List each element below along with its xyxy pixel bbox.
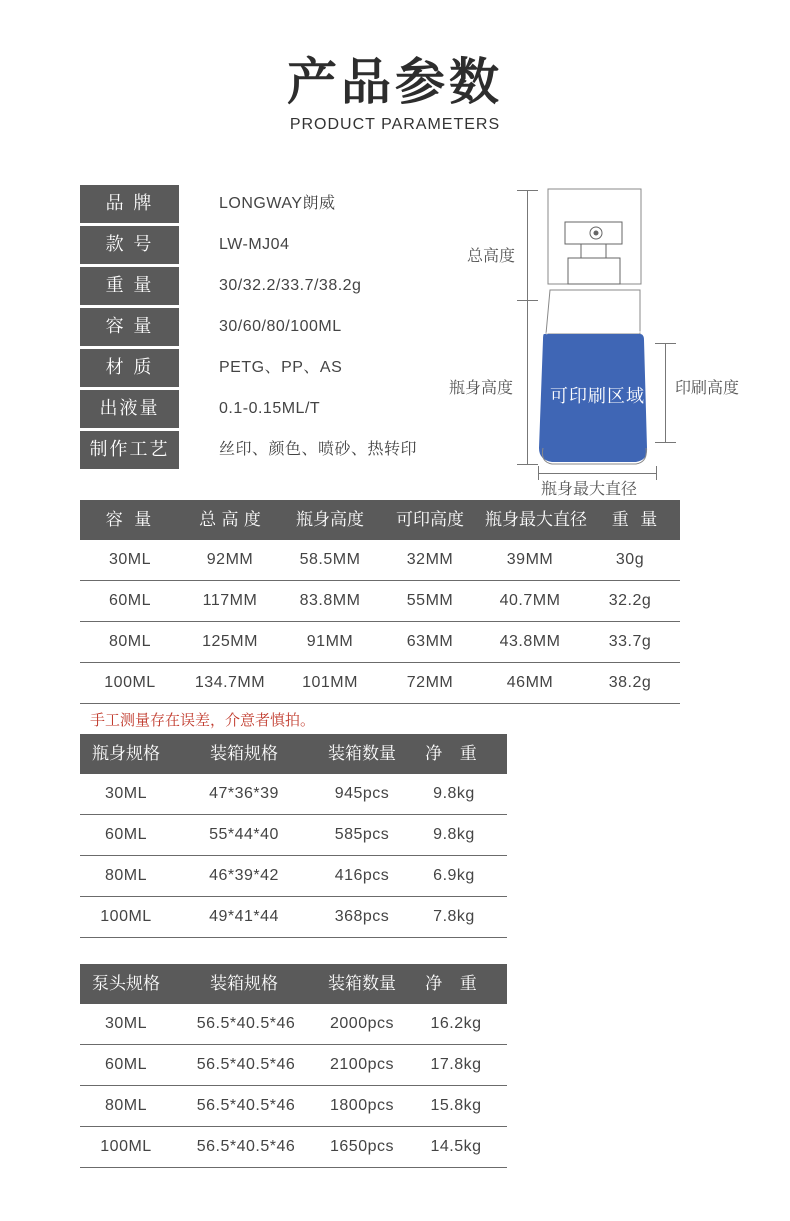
spec-label-capacity: 容 量 [80, 308, 179, 346]
cell-total-height: 117MM [202, 592, 258, 609]
cell-spec: 80ML [104, 1097, 148, 1114]
cell-qty: 368pcs [334, 908, 390, 925]
print-height-label: 印刷高度 [675, 378, 740, 397]
spec-label-process: 制作工艺 [80, 431, 179, 469]
header-carton-qty: 装箱数量 [328, 974, 396, 994]
cell-net-weight: 14.5kg [430, 1138, 482, 1155]
table-row [80, 622, 680, 663]
cell-spec: 60ML [104, 1056, 148, 1073]
spec-value-capacity: 30/60/80/100ML [219, 318, 342, 335]
table-row [80, 1086, 507, 1127]
cell-weight: 32.2g [608, 592, 652, 609]
collar [568, 258, 620, 284]
cell-spec: 30ML [104, 785, 148, 802]
pump-stem [581, 244, 606, 258]
header-capacity: 容 量 [105, 510, 155, 530]
header-max-diameter: 瓶身最大直径 [485, 510, 587, 530]
spec-label-material: 材 质 [80, 349, 179, 387]
cell-weight: 30g [615, 551, 645, 568]
cell-capacity: 30ML [108, 551, 152, 568]
dimensions-table-header [80, 500, 680, 540]
bottle-table-header [80, 734, 507, 774]
cell-capacity: 100ML [104, 674, 156, 691]
cell-carton: 56.5*40.5*46 [196, 1056, 296, 1073]
cell-body-height: 83.8MM [299, 592, 361, 609]
cell-weight: 33.7g [608, 633, 652, 650]
header-weight: 重 量 [611, 510, 661, 530]
spec-value-output: 0.1-0.15ML/T [219, 400, 321, 417]
cell-carton: 49*41*44 [209, 908, 279, 925]
spec-value-material: PETG、PP、AS [219, 359, 343, 376]
measurement-note: 手工测量存在误差，介意者慎拍。 [90, 711, 316, 729]
header-carton-spec: 装箱规格 [210, 974, 278, 994]
cell-carton: 47*36*39 [209, 785, 279, 802]
header-carton-qty: 装箱数量 [328, 744, 396, 764]
print-area-label: 可印刷区域 [550, 386, 645, 407]
cell-net-weight: 17.8kg [430, 1056, 482, 1073]
cell-total-height: 134.7MM [194, 674, 266, 691]
cell-qty: 1650pcs [330, 1138, 394, 1155]
cell-carton: 55*44*40 [209, 826, 279, 843]
spec-value-process: 丝印、颜色、喷砂、热转印 [219, 441, 418, 458]
cell-body-height: 101MM [302, 674, 358, 691]
cell-spec: 80ML [104, 867, 148, 884]
cell-carton: 56.5*40.5*46 [196, 1097, 296, 1114]
cell-net-weight: 15.8kg [430, 1097, 482, 1114]
table-row [80, 856, 507, 897]
cell-spec: 100ML [100, 1138, 152, 1155]
total-height-label: 总高度 [467, 246, 516, 265]
cell-max-diameter: 43.8MM [499, 633, 561, 650]
header-pump-spec: 泵头规格 [92, 974, 160, 994]
cell-max-diameter: 46MM [506, 674, 554, 691]
cell-net-weight: 9.8kg [433, 785, 475, 802]
cell-carton: 46*39*42 [209, 867, 279, 884]
body-height-label: 瓶身高度 [449, 378, 514, 397]
cell-spec: 30ML [104, 1015, 148, 1032]
cell-weight: 38.2g [608, 674, 652, 691]
cell-qty: 2100pcs [330, 1056, 394, 1073]
cell-total-height: 125MM [202, 633, 258, 650]
spec-value-brand: LONGWAY朗威 [219, 195, 336, 212]
spec-label-output: 出液量 [80, 390, 179, 428]
header-bottle-spec: 瓶身规格 [92, 744, 160, 764]
table-row [80, 774, 507, 815]
table-row [80, 581, 680, 622]
table-row [80, 663, 680, 704]
cell-carton: 56.5*40.5*46 [196, 1138, 296, 1155]
cell-print-height: 55MM [406, 592, 454, 609]
page-subtitle: PRODUCT PARAMETERS [289, 116, 501, 133]
nozzle-dot [594, 231, 599, 236]
cell-max-diameter: 39MM [506, 551, 554, 568]
bottle-illustration [510, 180, 680, 470]
spec-label-weight: 重 量 [80, 267, 179, 305]
header-carton-spec: 装箱规格 [210, 744, 278, 764]
cell-qty: 585pcs [334, 826, 390, 843]
header-total-height: 总 高 度 [199, 510, 261, 530]
cell-net-weight: 16.2kg [430, 1015, 482, 1032]
table-row [80, 815, 507, 856]
spec-label-model: 款 号 [80, 226, 179, 264]
header-body-height: 瓶身高度 [296, 510, 364, 530]
page-title: 产品参数 [287, 53, 503, 111]
cell-qty: 945pcs [334, 785, 390, 802]
spec-label-brand: 品 牌 [80, 185, 179, 223]
cell-carton: 56.5*40.5*46 [196, 1015, 296, 1032]
table-row [80, 540, 680, 581]
cell-qty: 2000pcs [330, 1015, 394, 1032]
cell-qty: 416pcs [334, 867, 390, 884]
cell-spec: 60ML [104, 826, 148, 843]
cell-spec: 100ML [100, 908, 152, 925]
cell-net-weight: 6.9kg [433, 867, 475, 884]
cell-qty: 1800pcs [330, 1097, 394, 1114]
cell-capacity: 80ML [108, 633, 152, 650]
spec-value-weight: 30/32.2/33.7/38.2g [219, 277, 362, 294]
cell-capacity: 60ML [108, 592, 152, 609]
cell-print-height: 72MM [406, 674, 454, 691]
table-row [80, 1004, 507, 1045]
header-net-weight: 净 重 [425, 744, 483, 764]
cell-max-diameter: 40.7MM [499, 592, 561, 609]
max-diameter-label: 瓶身最大直径 [541, 479, 638, 498]
cell-net-weight: 9.8kg [433, 826, 475, 843]
cell-print-height: 63MM [406, 633, 454, 650]
pump-table-header [80, 964, 507, 1004]
table-row [80, 1045, 507, 1086]
table-row [80, 1127, 507, 1168]
spec-value-model: LW-MJ04 [219, 236, 290, 253]
cell-net-weight: 7.8kg [433, 908, 475, 925]
header-print-height: 可印高度 [396, 510, 464, 530]
cell-body-height: 58.5MM [299, 551, 361, 568]
cell-print-height: 32MM [406, 551, 454, 568]
header-net-weight: 净 重 [425, 974, 483, 994]
table-row [80, 897, 507, 938]
bottle-shoulder [546, 290, 640, 334]
cell-body-height: 91MM [306, 633, 354, 650]
cell-total-height: 92MM [206, 551, 254, 568]
